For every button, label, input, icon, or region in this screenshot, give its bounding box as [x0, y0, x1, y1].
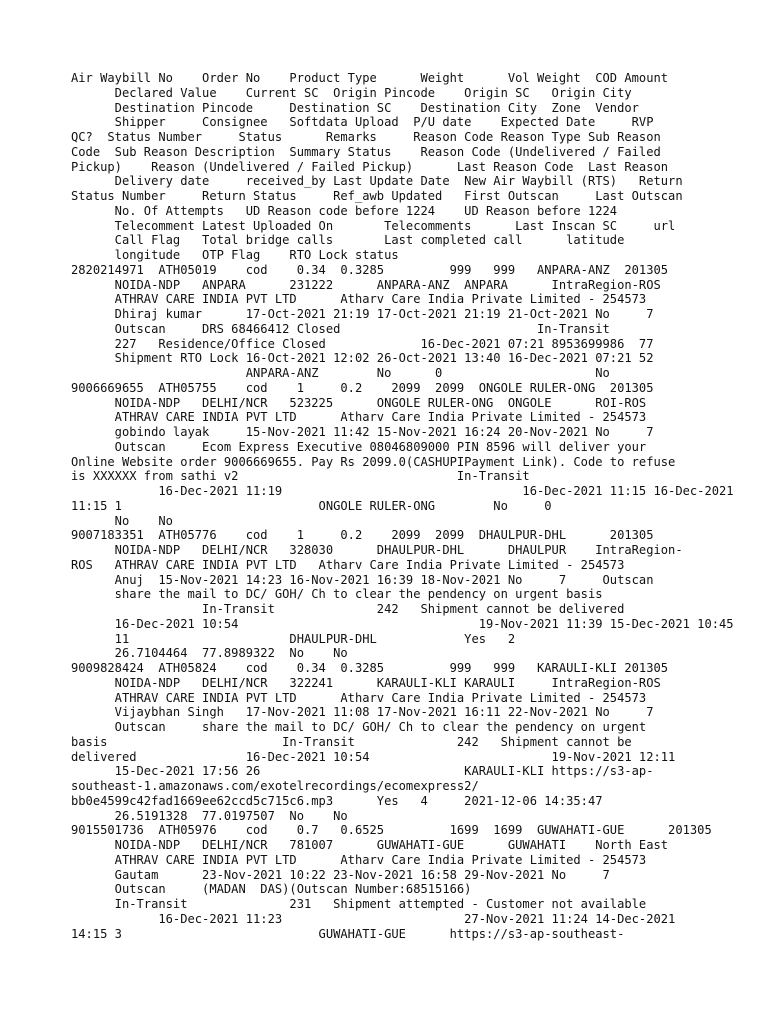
report-line: Outscan (MADAN DAS)(Outscan Number:68515166) — [71, 882, 472, 897]
report-line: ATHRAV CARE INDIA PVT LTD Atharv Care India Private Limited - 254573 — [71, 410, 647, 425]
report-line: ATHRAV CARE INDIA PVT LTD Atharv Care India Private Limited - 254573 — [71, 292, 647, 307]
report-line: Status Number Return Status Ref_awb Updated First Outscan Last Outscan — [71, 189, 683, 203]
report-line: basis In-Transit 242 Shipment cannot be — [71, 734, 632, 749]
shipment-report-text — [71, 71, 734, 941]
report-line: NOIDA-NDP DELHI/NCR 523225 ONGOLE RULER-ONG ONGOLE ROI-ROS — [71, 395, 647, 410]
report-line: ATHRAV CARE INDIA PVT LTD Atharv Care India Private Limited - 254573 — [71, 690, 647, 705]
report-line: 26.5191328 77.0197507 No No — [71, 808, 348, 823]
report-line: No No — [71, 513, 173, 528]
report-line: Outscan share the mail to DC/ GOH/ Ch to clear the pendency on urgent — [71, 720, 647, 734]
report-line: 16-Dec-2021 11:19 16-Dec-2021 11:15 16-Dec-2021 — [71, 484, 734, 498]
report-line: Destination Pincode Destination SC Destination City Zone Vendor — [71, 100, 639, 115]
report-line: 227 Residence/Office Closed 16-Dec-2021 07:21 8953699986 77 — [71, 336, 654, 351]
report-line: southeast-1.amazonaws.com/exotelrecordings/ecomexpress2/ — [71, 779, 479, 793]
report-line: Dhiraj kumar 17-Oct-2021 21:19 17-Oct-2021 21:19 21-Oct-2021 No 7 — [71, 307, 654, 321]
report-line: Outscan DRS 68466412 Closed In-Transit — [71, 321, 610, 336]
report-line: NOIDA-NDP DELHI/NCR 322241 KARAULI-KLI KARAULI IntraRegion-ROS — [71, 675, 661, 690]
report-line: ATHRAV CARE INDIA PVT LTD Atharv Care India Private Limited - 254573 — [71, 852, 647, 867]
report-line: Vijaybhan Singh 17-Nov-2021 11:08 17-Nov-2021 16:11 22-Nov-2021 No 7 — [71, 705, 654, 720]
report-line: NOIDA-NDP ANPARA 231222 ANPARA-ANZ ANPARA IntraRegion-ROS — [71, 277, 661, 292]
report-line: NOIDA-NDP DELHI/NCR 781007 GUWAHATI-GUE GUWAHATI North East — [71, 838, 669, 852]
report-line: QC? Status Number Status Remarks Reason Code Reason Type Sub Reason — [71, 130, 661, 144]
report-line: 11 DHAULPUR-DHL Yes 2 — [71, 631, 516, 646]
report-line: Gautam 23-Nov-2021 10:22 23-Nov-2021 16:58 29-Nov-2021 No 7 — [71, 867, 610, 882]
report-line: In-Transit 242 Shipment cannot be delivered — [71, 602, 625, 616]
report-line: ANPARA-ANZ No 0 No — [71, 366, 610, 380]
report-line: 9006669655 ATH05755 cod 1 0.2 2099 2099 ONGOLE RULER-ONG 201305 — [71, 380, 654, 395]
report-line: share the mail to DC/ GOH/ Ch to clear the pendency on urgent basis — [71, 587, 603, 602]
report-line: bb0e4599c42fad1669ee62ccd5c715c6.mp3 Yes 4 2021-12-06 14:35:47 — [71, 793, 603, 808]
report-line: 2820214971 ATH05019 cod 0.34 0.3285 999 999 ANPARA-ANZ 201305 — [71, 262, 669, 277]
report-line: delivered 16-Dec-2021 10:54 19-Nov-2021 12:11 — [71, 749, 676, 764]
report-line: Declared Value Current SC Origin Pincode Origin SC Origin City — [71, 85, 632, 100]
report-line: 16-Dec-2021 11:23 27-Nov-2021 11:24 14-Dec-2021 — [71, 911, 676, 926]
report-line: Anuj 15-Nov-2021 14:23 16-Nov-2021 16:39 18-Nov-2021 No 7 Outscan — [71, 572, 654, 587]
report-line: longitude OTP Flag RTO Lock status — [71, 248, 399, 262]
report-line: 9015501736 ATH05976 cod 0.7 0.6525 1699 1699 GUWAHATI-GUE 201305 — [71, 823, 712, 838]
report-line: gobindo layak 15-Nov-2021 11:42 15-Nov-2021 16:24 20-Nov-2021 No 7 — [71, 425, 654, 439]
report-line: NOIDA-NDP DELHI/NCR 328030 DHAULPUR-DHL DHAULPUR IntraRegion- — [71, 543, 683, 557]
report-line: 26.7104464 77.8989322 No No — [71, 646, 348, 661]
report-line: Online Website order 9006669655. Pay Rs 2099.0(CASHUPIPayment Link). Code to refuse — [71, 454, 676, 469]
report-line: ROS ATHRAV CARE INDIA PVT LTD Atharv Care India Private Limited - 254573 — [71, 557, 625, 572]
report-line: 9009828424 ATH05824 cod 0.34 0.3285 999 999 KARAULI-KLI 201305 — [71, 661, 669, 675]
report-line: 14:15 3 GUWAHATI-GUE https://s3-ap-southeast- — [71, 926, 625, 941]
report-line: Telecomment Latest Uploaded On Telecomments Last Inscan SC url — [71, 218, 676, 233]
report-line: Shipper Consignee Softdata Upload P/U date Expected Date RVP — [71, 115, 654, 130]
report-line: Call Flag Total bridge calls Last completed call latitude — [71, 233, 625, 248]
report-line: No. Of Attempts UD Reason code before 1224 UD Reason before 1224 — [71, 203, 618, 218]
report-line: Pickup) Reason (Undelivered / Failed Pickup) Last Reason Code Last Reason — [71, 159, 669, 174]
report-line: 16-Dec-2021 10:54 19-Nov-2021 11:39 15-Dec-2021 10:45 — [71, 616, 734, 631]
report-line: 15-Dec-2021 17:56 26 KARAULI-KLI https://s3-ap- — [71, 764, 654, 779]
report-line: In-Transit 231 Shipment attempted - Customer not available — [71, 897, 647, 911]
report-line: Shipment RTO Lock 16-Oct-2021 12:02 26-Oct-2021 13:40 16-Dec-2021 07:21 52 — [71, 351, 654, 366]
report-line: Air Waybill No Order No Product Type Weight Vol Weight COD Amount — [71, 71, 669, 85]
report-line: is XXXXXX from sathi v2 In-Transit — [71, 469, 530, 484]
report-line: Code Sub Reason Description Summary Status Reason Code (Undelivered / Failed — [71, 144, 661, 159]
report-line: 11:15 1 ONGOLE RULER-ONG No 0 — [71, 498, 552, 513]
report-line: 9007183351 ATH05776 cod 1 0.2 2099 2099 DHAULPUR-DHL 201305 — [71, 528, 654, 543]
report-line: Delivery date received_by Last Update Date New Air Waybill (RTS) Return — [71, 174, 683, 189]
report-line: Outscan Ecom Express Executive 08046809000 PIN 8596 will deliver your — [71, 439, 647, 454]
